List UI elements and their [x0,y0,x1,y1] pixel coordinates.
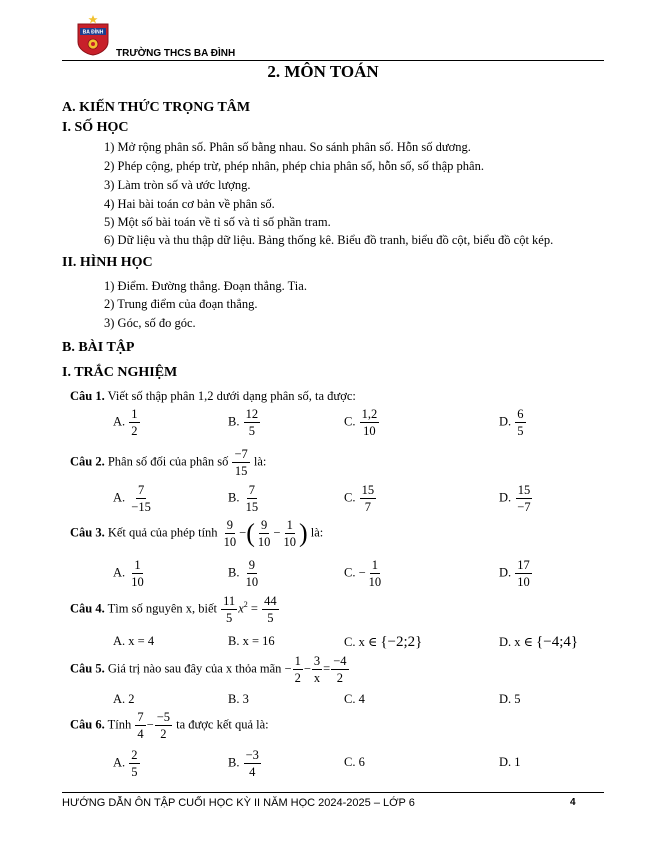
q4-option-b: B. x = 16 [228,634,275,648]
list-item: 2) Trung điểm của đoạn thẳng. [104,297,258,311]
list-item: 6) Dữ liệu và thu thập dữ liệu. Bảng thống kê. Biểu đồ tranh, biểu đồ cột, biểu đồ cột kép. [104,233,554,247]
q5-option-d: D. 5 [499,692,521,706]
q5-option-b: B. 3 [228,692,249,706]
q4-option-c: C. x ∈ {−2;2} [344,634,423,650]
q5-option-c: C. 4 [344,692,365,706]
q2-option-b: B. $\frac{7}{15}$ [228,483,259,514]
question-4-stem: Câu 4. Tìm số nguyên x, biết $\frac{11}{5}$ $x^2$ = $\frac{44}{5}$ [70,594,277,625]
section-a-heading: A. KIẾN THỨC TRỌNG TÂM [62,100,251,115]
list-item: 2) Phép cộng, phép trừ, phép nhân, phép chia phân số, hỗn số, số thập phân. [104,159,484,173]
page-number: 4 [570,797,576,808]
question-3-stem: Câu 3. Kết quả của phép tính $\frac{9}{10}$ −( $\frac{9}{10}$ − $\frac{1}{10}$ ) là: [70,518,324,549]
header-divider [62,60,604,61]
q6-option-b: B. $\frac{-3}{4}$ [228,748,259,779]
question-6-stem: Câu 6. Tính $\frac{7}{4}$ − $\frac{-5}{2}$ ta được kết quả là: [70,710,269,741]
q5-option-a: A. 2 [113,692,135,706]
q4-option-d: D. x ∈ {−4;4} [499,634,579,650]
q3-option-b: B. $\frac{9}{10}$ [228,558,259,589]
part1-heading: I. SỐ HỌC [62,120,129,135]
footer-divider [62,792,604,793]
page-title: 2. MÔN TOÁN [267,62,379,81]
q2-option-d: D. $\frac{15}{-7}$ [499,483,531,514]
q1-option-d: D. $\frac{6}{5}$ [499,407,524,438]
q1-option-c: C. $\frac{1,2}{10}$ [344,407,378,438]
question-1-stem: Câu 1. Viết số thập phân 1,2 dưới dạng phân số, ta được: [70,389,356,403]
q3-option-c: C. − $\frac{1}{10}$ [344,558,382,589]
logo-text: BA ĐÌNH [82,29,104,36]
question-5-stem: Câu 5. Giá trị nào sau đây của x thỏa mãn − $\frac{1}{2}$ − $\frac{3}{x}$ = $\frac{-4}{2}$ [70,654,347,685]
q2-option-a: A. $\frac{7}{-15}$ [113,483,151,514]
q2-option-c: C. $\frac{15}{7}$ [344,483,375,514]
q3-option-a: A. $\frac{1}{10}$ [113,558,144,589]
list-item: 5) Một số bài toán về tỉ số và tỉ số phần tram. [104,215,331,229]
school-name: TRƯỜNG THCS BA ĐÌNH [116,48,236,59]
q3-option-d: D. $\frac{17}{10}$ [499,558,530,589]
q4-option-a: A. x = 4 [113,634,155,648]
q1-option-b: B. $\frac{12}{5}$ [228,407,259,438]
list-item: 1) Mở rộng phân số. Phân số bằng nhau. So sánh phân số. Hỗn số dương. [104,140,471,154]
q1-option-a: A. $\frac{1}{2}$ [113,407,138,438]
q6-option-a: A. $\frac{2}{5}$ [113,748,138,779]
multiple-choice-heading: I. TRẮC NGHIỆM [62,365,178,380]
footer-text: HƯỚNG DẪN ÔN TẬP CUỐI HỌC KỲ II NĂM HỌC 2024-2025 – LỚP 6 [62,797,415,809]
list-item: 3) Làm tròn số và ước lượng. [104,178,251,192]
q6-option-c: C. 6 [344,755,365,769]
question-2-stem: Câu 2. Phân số đối của phân số $\frac{-7}{15}$ là: [70,447,267,478]
q6-option-d: D. 1 [499,755,521,769]
section-b-heading: B. BÀI TẬP [62,340,135,355]
school-logo [76,14,110,56]
list-item: 3) Góc, số đo góc. [104,316,196,330]
list-item: 4) Hai bài toán cơ bản về phân số. [104,197,275,211]
list-item: 1) Điểm. Đường thẳng. Đoạn thẳng. Tia. [104,279,307,293]
part2-heading: II. HÌNH HỌC [62,255,153,270]
